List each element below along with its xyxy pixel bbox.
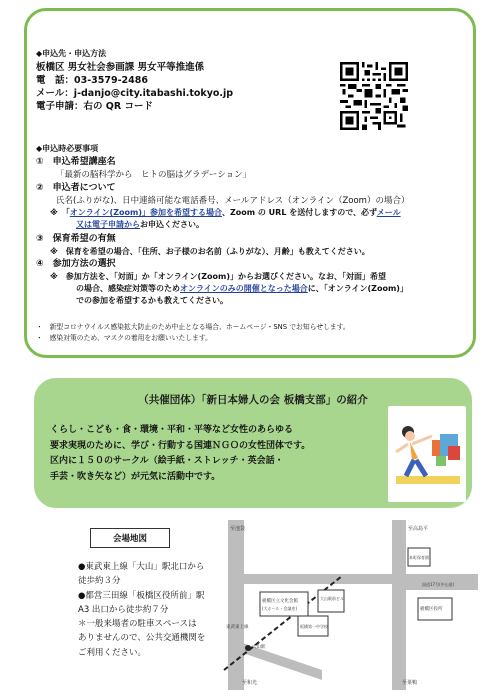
map-station-icon — [245, 645, 251, 651]
map-label-bottom: 至巣鴨 — [402, 680, 418, 686]
e-application-link[interactable]: 又は電子申請から — [76, 220, 140, 229]
cohost-line-2: 要求実現のために、学び・行動する国連ＮＧＯの女性団体です。 — [50, 440, 311, 451]
map-road-right — [392, 520, 406, 690]
req-item-4-note-line3: での参加を希望するかも教えてください。 — [76, 296, 228, 305]
map-label-building-2: 大山駅前ビル — [320, 596, 344, 601]
map-venue — [260, 592, 308, 616]
map-label-building-3: 板橋第一中学校 — [300, 624, 328, 629]
apply-online: 電子申請：右の QR コード — [36, 101, 154, 112]
map-label-station: 大山駅 — [252, 645, 266, 650]
online-only-link: オンラインのみの開催となった場合 — [180, 284, 308, 293]
req-item-1-body: 「最新の脳科学から ヒトの脳はグラデーション」 — [56, 170, 252, 180]
online-link[interactable]: オンライン(Zoom)」参加を希望する場合 — [69, 208, 222, 217]
notices — [36, 322, 466, 344]
notice-mask: ・ 感染対策のため、マスクの着用をお願いいたします。 — [36, 334, 212, 342]
map-label-bottom-left: 至和光 — [242, 680, 258, 686]
req-item-2-note: ※ 「オンライン(Zoom)」参加を希望する場合、Zoom の URL を送付しますので、必ずメール — [50, 208, 401, 217]
map-label-right-road: 国道17号(中山道) — [422, 582, 455, 587]
access-line-1: ●東武東上線「大山」駅北口から — [78, 562, 205, 572]
req-item-2-title: ② 申込者について — [36, 182, 116, 193]
map-label-building-4: 板橋区役所 — [420, 607, 443, 612]
apply-org: 板橋区 男女社会参画課 男女平等推進係 — [36, 62, 205, 73]
requirements-heading: ◆申込時必要事項 — [36, 144, 99, 153]
cohost-title: （共催団体）「新日本婦人の会 板橋支部」の紹介 — [138, 394, 368, 406]
cohost-body — [50, 423, 370, 485]
application-info — [36, 48, 326, 113]
req-item-3-note: ※ 保育を希望の場合、「住所、お子様のお名前（ふりがな）、月齢」も教えてください。 — [50, 247, 370, 256]
map-label-venue: 板橋区立文化会館 — [262, 599, 298, 604]
venue-map[interactable] — [222, 520, 484, 690]
req-item-2-note-cont: 又は電子申請からお申込ください。 — [76, 220, 204, 229]
cohost-line-1: くらし・こども・食・環境・平和・平等など女性のあらゆる — [50, 425, 294, 435]
req-item-2-body: 氏名(ふりがな)、日中連絡可能な電話番号、メールアドレス（オンライン（Zoom）の場合） — [56, 195, 410, 206]
apply-mail[interactable]: メール：j-danjo@city.itabashi.tokyo.jp — [36, 88, 234, 99]
qr-code-icon[interactable] — [340, 62, 408, 130]
req-item-4-note-line1: ※ 参加方法を、「対面」か「オンライン(Zoom)」からお選びください。なお、「対面」希望 — [50, 272, 386, 281]
notice-cancel: ・ 新型コロナウイルス感染拡大防止のため中止となる場合、ホームページ・SNS でお知らせします。 — [36, 323, 350, 331]
mail-link[interactable]: メール — [376, 208, 401, 217]
access-line-7: ご利用ください。 — [78, 647, 147, 658]
yoga-illustration-icon — [388, 406, 466, 502]
cohost-panel — [34, 378, 472, 508]
requirements-section — [36, 143, 466, 307]
access-line-6: ありませんので、公共交通機関を — [78, 633, 206, 644]
access-line-5: ＊一般来場者の駐車スペースは — [78, 619, 197, 630]
cohost-line-3: 区内に１５０のサークル（絵手紙・ストレッチ・英会話・ — [50, 456, 284, 466]
map-label-top-right: 至高島平 — [408, 526, 429, 532]
map-label-building-5: 本町保育園 — [409, 555, 429, 560]
map-label-venue-sub: (大ホール・会議室) — [262, 606, 298, 611]
access-line-3: ●都営三田線「板橋区役所前」駅 — [78, 590, 205, 601]
map-label-top-left: 至池袋 — [230, 526, 246, 532]
access-line-2: 徒歩約３分 — [78, 576, 121, 587]
req-item-3-title: ③ 保育希望の有無 — [36, 234, 116, 244]
access-info — [78, 528, 218, 660]
apply-tel: 電 話：03-3579-2486 — [36, 75, 148, 86]
apply-heading: ◆申込先・申込方法 — [36, 49, 107, 58]
access-line-4: A3 出口から徒歩約７分 — [78, 604, 169, 615]
map-label-rail: 東武東上線 — [226, 625, 249, 630]
cohost-line-4: 手芸・吹き矢など）が元気に活動中です。 — [50, 471, 221, 482]
map-building-2 — [318, 590, 344, 612]
req-item-4-note-line2: の場合、感染症対策等のためオンラインのみの開催となった場合に、「オンライン(Zoom)」 — [76, 284, 408, 293]
access-title: 会場地図 — [90, 528, 170, 548]
req-item-4-title: ④ 参加方法の選択 — [36, 259, 116, 269]
req-item-1-title: ① 申込希望講座名 — [36, 157, 116, 167]
